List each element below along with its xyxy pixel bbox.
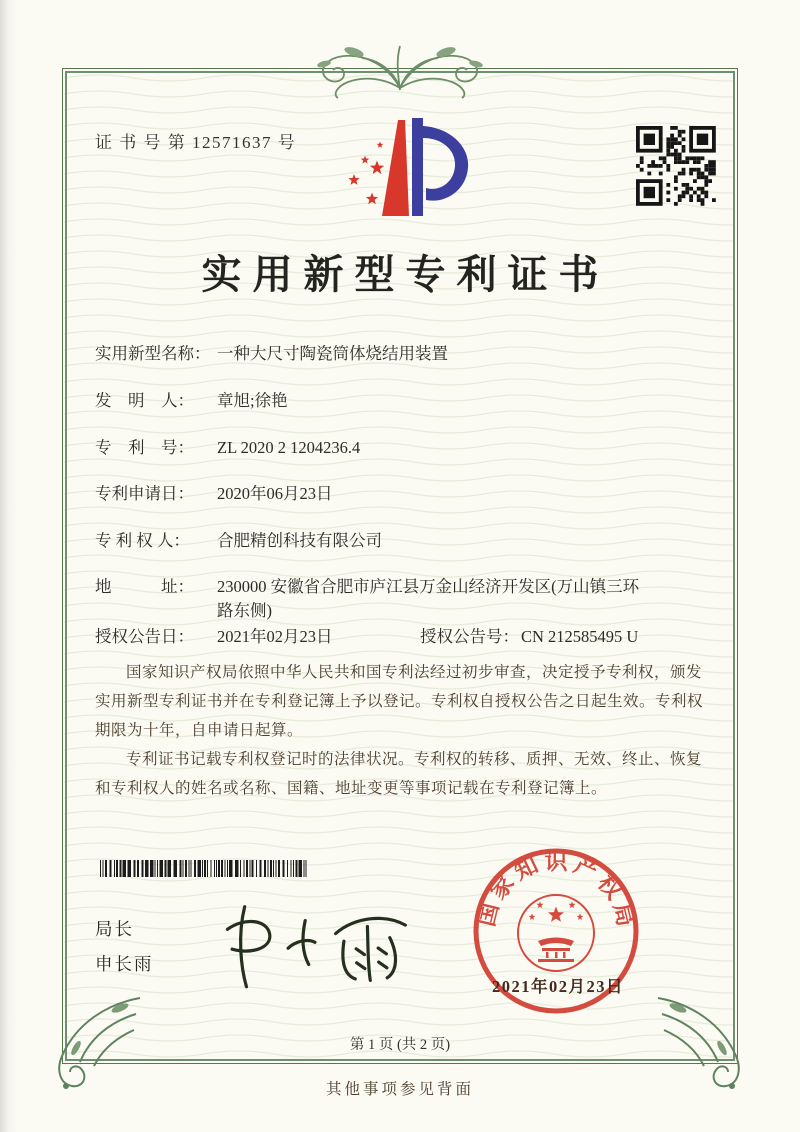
- legal-paragraph-2: 专利证书记载专利权登记时的法律状况。专利权的转移、质押、无效、终止、恢复和专利权人的姓名或名称、国籍、地址变更等事项记载在专利登记簿上。: [95, 751, 703, 797]
- field-value: 章旭;徐艳: [217, 391, 288, 410]
- field-value: CN 212585495 U: [521, 627, 639, 646]
- field-patentee: [95, 529, 382, 553]
- field-label: 专 利 号：: [95, 438, 194, 457]
- field-address: [95, 575, 653, 623]
- field-filing-date: [95, 482, 333, 506]
- field-value: 一种大尺寸陶瓷筒体烧结用装置: [217, 344, 448, 363]
- field-grant-row: [95, 625, 711, 649]
- certificate-number: 证 书 号 第 12571637 号: [95, 133, 297, 152]
- seal-date: 2021年02月23日: [492, 977, 624, 996]
- field-label: 地 址：: [95, 577, 194, 596]
- field-label: 授权公告日：: [95, 627, 194, 646]
- field-label: 授权公告号：: [420, 627, 519, 646]
- top-flourish-ornament-icon: [286, 38, 514, 100]
- handwritten-signature-icon: [218, 892, 428, 997]
- field-value: 合肥精创科技有限公司: [217, 531, 382, 550]
- page-indicator: 第 1 页 (共 2 页): [349, 1037, 451, 1053]
- field-grant-number: [420, 625, 638, 649]
- certificate-title: 实用新型专利证书: [201, 252, 610, 297]
- field-value: ZL 2020 2 1204236.4: [217, 438, 361, 457]
- svg-text:国家知识产权局: 国家知识产权局: [473, 849, 639, 929]
- field-label: 专 利 权 人：: [95, 531, 190, 550]
- field-label: 专利申请日：: [95, 484, 194, 503]
- field-value: 230000 安徽省合肥市庐江县万金山经济开发区(万山镇三环路东侧): [217, 577, 640, 620]
- legal-paragraph-1: 国家知识产权局依照中华人民共和国专利法经过初步审查，决定授予专利权，颁发实用新型专利证书并在专利登记簿上予以登记。专利权自授权公告之日起生效。专利权期限为十年，自申请日起算。: [95, 664, 704, 739]
- field-value: 2021年02月23日: [217, 627, 333, 646]
- field-label: 发 明 人：: [95, 391, 194, 410]
- signer-name: 申长雨: [95, 954, 154, 974]
- signer-title: 局长: [95, 919, 134, 939]
- footer-note: 其他事项参见背面: [325, 1081, 474, 1098]
- legal-text-block: [95, 658, 711, 803]
- cnipa-logo-icon: [330, 114, 480, 232]
- field-patent-number: [95, 436, 360, 460]
- barcode: [100, 860, 310, 877]
- field-value: 2020年06月23日: [217, 484, 333, 503]
- qr-code: [636, 126, 716, 206]
- field-utility-model-name: [95, 342, 448, 366]
- field-label: 实用新型名称：: [95, 344, 211, 363]
- field-inventor: [95, 389, 288, 413]
